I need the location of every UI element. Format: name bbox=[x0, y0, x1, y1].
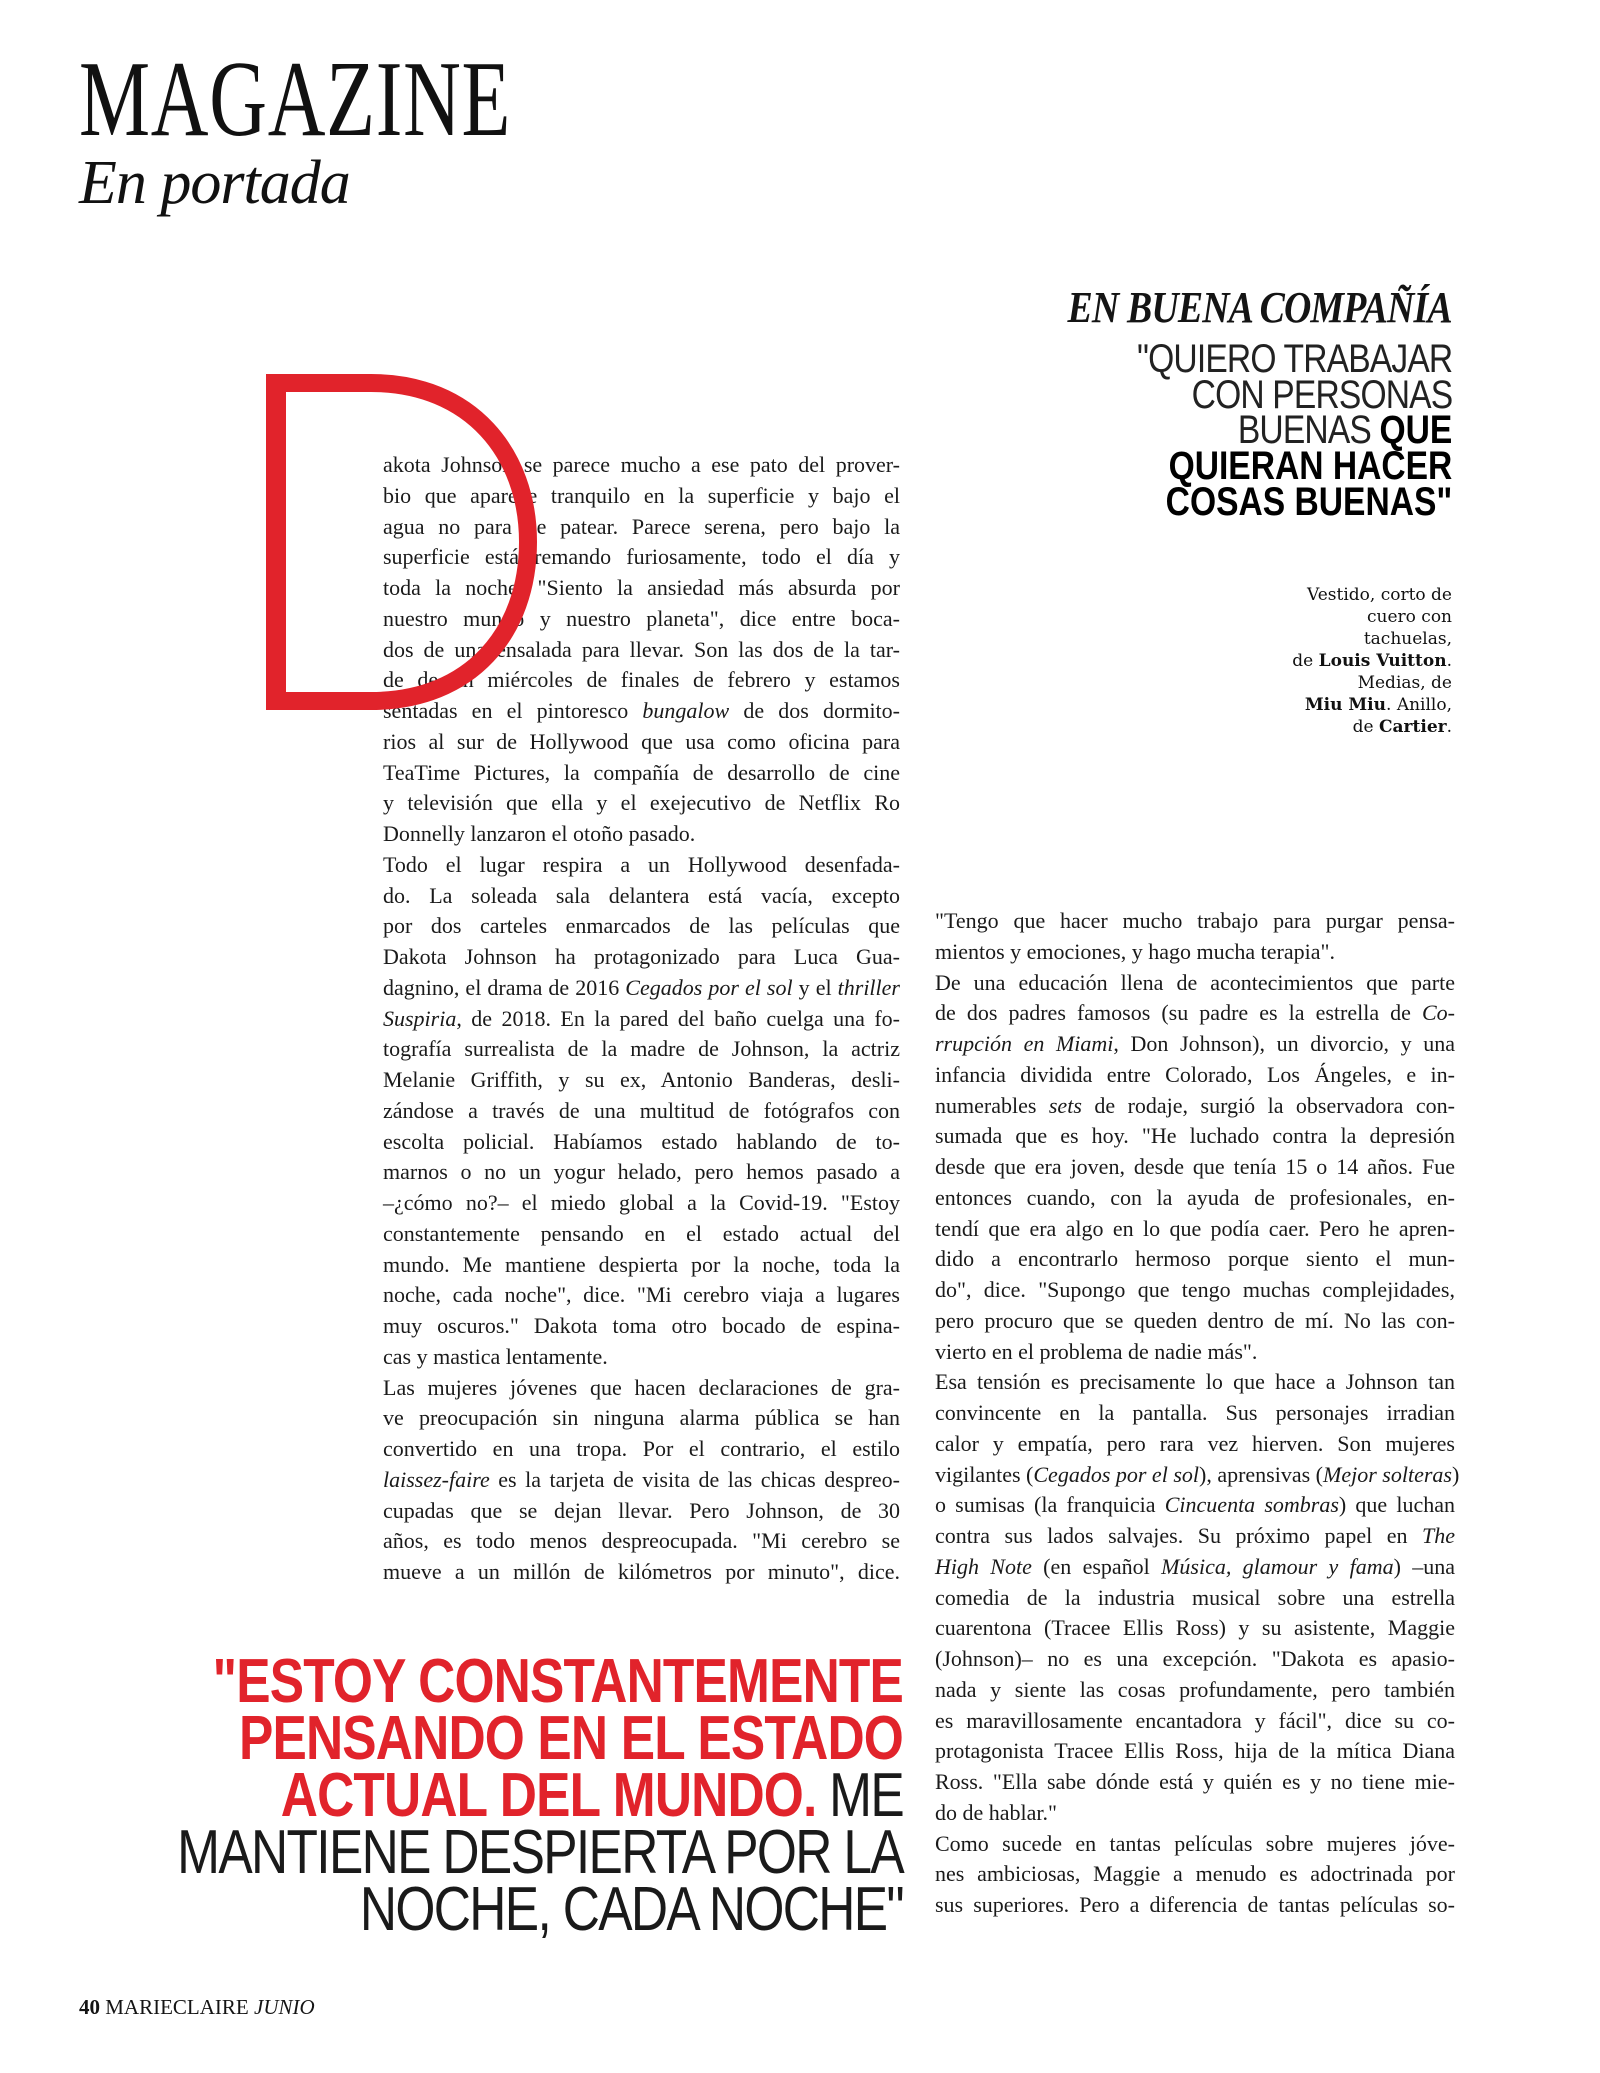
text-segment: de dos padres famosos (su padre es la estrella de bbox=[935, 1000, 1422, 1026]
text-line: superficie está remando furiosamente, todo el día y bbox=[383, 544, 900, 570]
sidebar-quote-line: CON PERSONAS bbox=[1191, 372, 1452, 417]
text-line: cas y mastica lentamente. bbox=[383, 1343, 608, 1369]
drop-cap-d bbox=[266, 374, 538, 710]
text-segment: ) bbox=[1451, 1461, 1460, 1487]
sidebar-heading: EN BUENA COMPAÑÍA bbox=[1067, 283, 1452, 332]
text-segment: y el bbox=[792, 974, 838, 1000]
text-line: de de un miércoles de finales de febrero y estamos bbox=[383, 667, 900, 693]
text-segment: . bbox=[1446, 717, 1452, 737]
text-line: Como sucede en tantas películas sobre mujeres jóve- bbox=[935, 1830, 1455, 1856]
credit-line bbox=[1292, 650, 1452, 672]
text-segment: . bbox=[1446, 651, 1452, 671]
text-line: do de hablar." bbox=[935, 1799, 1057, 1825]
article-column-right bbox=[935, 906, 1460, 1921]
text-line bbox=[935, 1029, 1455, 1060]
text-line: akota Johnson se parece mucho a ese pato del prover- bbox=[383, 452, 900, 477]
pull-quote bbox=[0, 1647, 903, 1944]
text-line: desde que era joven, desde que tenía 15 o 14 años. Fue bbox=[935, 1154, 1455, 1179]
text-line: zándose a través de una multitud de fotógrafos con bbox=[383, 1097, 900, 1123]
text-line: noche, cada noche", dice. "Mi cerebro viaja a lugares bbox=[383, 1282, 900, 1308]
text-line: do. La soleada sala delantera está vacía, excepto bbox=[383, 882, 900, 908]
sidebar-quote bbox=[1077, 337, 1452, 524]
italic-title: bungalow bbox=[642, 698, 730, 723]
text-segment: es la tarjeta de visita de las chicas despreo- bbox=[489, 1466, 900, 1492]
italic-title: Cegados por el sol bbox=[625, 974, 793, 1000]
text-line bbox=[935, 1091, 1455, 1122]
text-line: bio que aparece tranquilo en la superficie y bajo el bbox=[383, 482, 900, 508]
brand-name: Cartier bbox=[1379, 717, 1447, 737]
pull-quote-thin: MANTIENE DESPIERTA POR LA bbox=[177, 1818, 903, 1887]
text-line bbox=[935, 998, 1455, 1029]
fashion-credits bbox=[1292, 584, 1452, 738]
text-segment: (en español bbox=[1031, 1553, 1162, 1579]
sidebar-quote-line: "QUIERO TRABAJAR bbox=[1136, 337, 1452, 381]
pull-quote-thin: NOCHE, CADA NOCHE" bbox=[359, 1875, 903, 1944]
magazine-name: MARIECLAIRE bbox=[105, 1995, 249, 2019]
italic-title: Cincuenta sombras bbox=[1164, 1492, 1339, 1518]
text-line bbox=[383, 1004, 900, 1035]
text-segment: cuero con bbox=[1367, 607, 1452, 627]
text-line: nuestro mundo y nuestro planeta", dice entre boca- bbox=[383, 605, 900, 631]
italic-title: Suspiria bbox=[383, 1005, 457, 1031]
text-line: entonces cuando, con la ayuda de profesionales, en- bbox=[935, 1184, 1455, 1210]
pull-quote-line bbox=[154, 1647, 903, 1716]
text-line: toda la noche. "Siento la ansiedad más absurda por bbox=[383, 575, 900, 600]
text-line: Ross. "Ella sabe dónde está y quién es y no tiene mie- bbox=[935, 1769, 1455, 1794]
text-line: nes ambiciosas, Maggie a menudo es adoctrinada por bbox=[935, 1861, 1455, 1887]
text-line: sumada que es hoy. "He luchado contra la depresión bbox=[935, 1123, 1455, 1149]
text-segment: tachuelas, bbox=[1363, 629, 1452, 649]
credit-line bbox=[1292, 584, 1452, 606]
text-line bbox=[935, 1460, 1460, 1491]
text-line: Melanie Griffith, y su ex, Antonio Banderas, desli- bbox=[383, 1067, 900, 1092]
italic-title: Co- bbox=[1422, 1000, 1455, 1026]
sidebar-quote-line: COSAS BUENAS" bbox=[1165, 479, 1452, 524]
text-line: tendí que era algo en lo que podía caer. Pero he apren- bbox=[935, 1215, 1455, 1241]
pull-quote-line bbox=[154, 1761, 903, 1830]
text-line: ve preocupación sin ninguna alarma pública se han bbox=[383, 1405, 900, 1431]
text-segment: o sumisas (la franquicia bbox=[935, 1492, 1165, 1518]
italic-title: Mejor solteras bbox=[1323, 1461, 1452, 1487]
pull-quote-thin: ME bbox=[816, 1761, 903, 1830]
text-line: Esa tensión es precisamente lo que hace a Johnson tan bbox=[935, 1369, 1455, 1395]
text-line: infancia dividida entre Colorado, Los Ángeles, e in- bbox=[935, 1061, 1455, 1087]
text-line: marnos o no un yogur helado, pero hemos pasado a bbox=[383, 1159, 900, 1185]
italic-title: High Note bbox=[935, 1553, 1032, 1579]
italic-title: rrupción en Miami bbox=[935, 1031, 1114, 1056]
text-segment: , de 2018. En la pared del baño cuelga una fo- bbox=[456, 1005, 900, 1031]
text-line: por dos carteles enmarcados de las películas que bbox=[383, 913, 900, 939]
text-line bbox=[935, 1490, 1455, 1521]
italic-title: Música, glamour y fama bbox=[1161, 1553, 1394, 1579]
italic-title: thriller bbox=[837, 974, 900, 1000]
text-line: mundo. Me mantiene despierta por la noche, toda la bbox=[383, 1251, 900, 1277]
pull-quote-line bbox=[154, 1875, 903, 1944]
text-line: pero procuro que se queden dentro de mí. No las con- bbox=[935, 1307, 1455, 1333]
text-line: agua no para de patear. Parece serena, pero bajo la bbox=[383, 513, 900, 539]
text-line: y televisión que ella y el exejecutivo de Netflix Ro bbox=[383, 790, 900, 816]
text-line: convertido en una tropa. Por el contrario, el estilo bbox=[383, 1436, 900, 1461]
text-line: tografía surrealista de la madre de Johnson, la actriz bbox=[383, 1036, 900, 1062]
text-line: Donnelly lanzaron el otoño pasado. bbox=[383, 821, 696, 846]
text-line: es maravillosamente encantadora y fácil", dice su co- bbox=[935, 1707, 1455, 1733]
text-segment: Vestido, corto de bbox=[1307, 585, 1452, 605]
text-segment: ) que luchan bbox=[1338, 1492, 1455, 1518]
italic-title: sets bbox=[1048, 1092, 1082, 1118]
sidebar-quote-line: QUIERAN HACER bbox=[1168, 444, 1452, 489]
text-line: De una educación llena de acontecimientos que parte bbox=[935, 969, 1455, 995]
text-segment: numerables bbox=[935, 1092, 1049, 1118]
text-line: cupadas que se dejan llevar. Pero Johnson, de 30 bbox=[383, 1497, 900, 1523]
text-line bbox=[383, 1465, 900, 1496]
text-line: nada y siente las cosas profundamente, pero también bbox=[935, 1676, 1455, 1702]
pull-quote-bold: ACTUAL DEL MUNDO. bbox=[280, 1761, 817, 1830]
brand-name: Louis Vuitton bbox=[1318, 651, 1447, 671]
credit-line bbox=[1292, 606, 1452, 628]
text-segment: , Don Johnson), un divorcio, y una bbox=[1113, 1031, 1455, 1056]
text-line: comedia de la industria musical sobre una estrella bbox=[935, 1584, 1455, 1610]
text-segment: de bbox=[1292, 651, 1319, 671]
page-footer bbox=[79, 1995, 315, 2020]
page-number: 40 bbox=[79, 1995, 100, 2019]
text-line: mientos y emociones, y hago mucha terapia". bbox=[935, 938, 1335, 964]
drop-cap-stem bbox=[266, 374, 286, 710]
text-line: dido a encontrarlo hermoso porque siento el mun- bbox=[935, 1246, 1455, 1272]
text-segment: ), aprensivas ( bbox=[1199, 1461, 1324, 1487]
drop-cap-bowl bbox=[276, 383, 528, 701]
text-line bbox=[383, 973, 900, 1004]
italic-title: laissez-faire bbox=[383, 1466, 490, 1492]
italic-title: The bbox=[1422, 1523, 1455, 1548]
text-line: "Tengo que hacer mucho trabajo para purgar pensa- bbox=[935, 908, 1455, 933]
sidebar-quote-line bbox=[1137, 408, 1452, 453]
text-line: sus superiores. Pero a diferencia de tantas películas so- bbox=[935, 1892, 1455, 1917]
text-segment: ) –una bbox=[1393, 1553, 1455, 1579]
text-segment: dagnino, el drama de 2016 bbox=[383, 974, 626, 1000]
credit-line bbox=[1292, 694, 1452, 716]
text-line: TeaTime Pictures, la compañía de desarrollo de cine bbox=[383, 759, 900, 785]
text-segment: de bbox=[1352, 717, 1379, 737]
text-segment: de dos dormito- bbox=[729, 698, 900, 723]
text-segment: vigilantes ( bbox=[935, 1461, 1034, 1487]
text-line: escolta policial. Habíamos estado hablando de to- bbox=[383, 1128, 900, 1154]
text-segment: contra sus lados salvajes. Su próximo papel en bbox=[935, 1523, 1422, 1548]
italic-title: Cegados por el sol bbox=[1033, 1461, 1199, 1487]
text-line: do", dice. "Supongo que tengo muchas complejidades, bbox=[935, 1277, 1455, 1302]
text-line: mueve a un millón de kilómetros por minuto", dice. bbox=[383, 1559, 900, 1584]
issue-month: JUNIO bbox=[254, 1995, 315, 2019]
text-line: calor y empatía, pero rara vez hierven. Son mujeres bbox=[935, 1430, 1455, 1456]
text-line: muy oscuros." Dakota toma otro bocado de espina- bbox=[383, 1313, 900, 1338]
sidebar-quote-thin: BUENAS bbox=[1237, 408, 1380, 453]
pull-quote-bold: PENSANDO EN EL ESTADO bbox=[238, 1704, 903, 1773]
text-line: cuarentona (Tracee Ellis Ross) y su asistente, Maggie bbox=[935, 1615, 1455, 1641]
section-title: En portada bbox=[79, 149, 350, 217]
magazine-title: MAGAZINE bbox=[79, 40, 512, 159]
text-segment: sentadas en el pintoresco bbox=[383, 698, 643, 723]
text-line: Todo el lugar respira a un Hollywood desenfada- bbox=[383, 851, 900, 877]
credit-line bbox=[1292, 716, 1452, 738]
text-segment: Medias, de bbox=[1357, 673, 1452, 693]
text-line: –¿cómo no?– el miedo global a la Covid-19. "Estoy bbox=[383, 1190, 900, 1215]
masthead bbox=[79, 40, 663, 217]
text-line: Dakota Johnson ha protagonizado para Luca Gua- bbox=[383, 944, 900, 969]
text-line: (Johnson)– no es una excepción. "Dakota es apasio- bbox=[935, 1646, 1455, 1671]
sidebar-quote-bold: QUE bbox=[1379, 408, 1452, 453]
credit-line bbox=[1292, 672, 1452, 694]
text-line bbox=[935, 1521, 1455, 1552]
credit-line bbox=[1292, 628, 1452, 650]
text-line: rios al sur de Hollywood que usa como oficina para bbox=[383, 728, 900, 754]
text-line: años, es todo menos despreocupada. "Mi cerebro se bbox=[383, 1528, 900, 1554]
pull-quote-bold: "ESTOY CONSTANTEMENTE bbox=[212, 1647, 903, 1716]
text-line: convincente en la pantalla. Sus personajes irradian bbox=[935, 1400, 1455, 1425]
pull-quote-line bbox=[154, 1818, 903, 1887]
text-line: dos de una ensalada para llevar. Son las dos de la tar- bbox=[383, 636, 900, 662]
brand-name: Miu Miu bbox=[1304, 695, 1387, 715]
pull-quote-line bbox=[154, 1704, 903, 1773]
text-line: protagonista Tracee Ellis Ross, hija de la mítica Diana bbox=[935, 1738, 1455, 1764]
text-line: Las mujeres jóvenes que hacen declaraciones de gra- bbox=[383, 1374, 900, 1400]
text-segment: . Anillo, bbox=[1386, 695, 1452, 715]
text-line: vierto en el problema de nadie más". bbox=[935, 1338, 1258, 1364]
text-line: constantemente pensando en el estado actual del bbox=[383, 1220, 900, 1246]
text-segment: de rodaje, surgió la observadora con- bbox=[1081, 1092, 1455, 1118]
text-line bbox=[935, 1552, 1455, 1583]
